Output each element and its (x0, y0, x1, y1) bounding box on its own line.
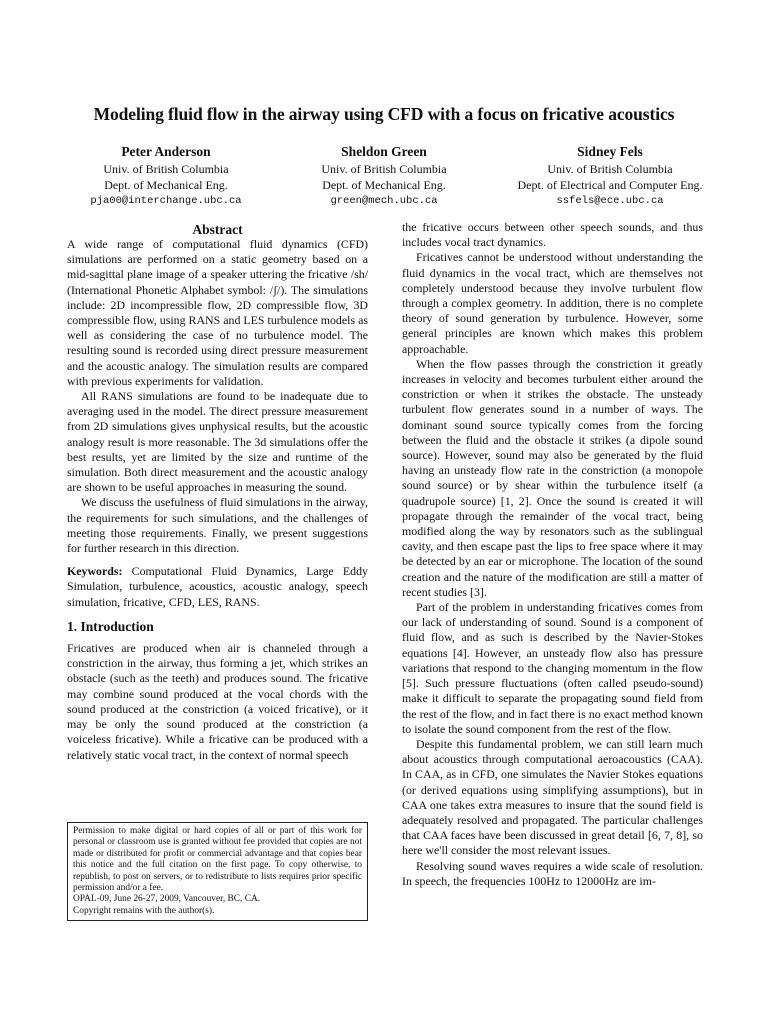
author-department: Dept. of Mechanical Eng. (104, 178, 228, 192)
author-name: Sidney Fels (577, 144, 643, 159)
keywords-label: Keywords: (67, 564, 123, 579)
section-heading-introduction: 1. Introduction (67, 618, 154, 634)
author-affiliation: Univ. of British Columbia (321, 162, 447, 176)
keywords (67, 564, 368, 610)
abstract-paragraph: A wide range of computational fluid dynamics (CFD) simulations are performed on a static geometry based on a mid-sagittal plane image of a speaker uttering the fricative /sh/ (International Phonetic Alphabet symbol: /ʃ/). The simulations include: 2D incompressible flow, 2D compressible flow, 3D compressible flow, using RANS and LES turbulence models as well as considering the case of no turbulence model. The resulting sound is recorded using direct pressure measurement and the acoustic analogy. The simulation results are compared with previous experiments for validation. (67, 237, 368, 388)
abstract-paragraph: All RANS simulations are found to be inadequate due to averaging used in the model. The direct pressure measurement from 2D simulations gives unphysical results, but the acoustic analogy result is more reasonable. The 3d simulations offer the best results, yet are limited by the size and runtime of the simulation. Both direct measurement and the acoustic analogy are shown to be useful approaches in measuring the sound. (67, 389, 368, 495)
author-affiliation: Univ. of British Columbia (103, 162, 229, 176)
right-column (402, 220, 703, 889)
author-name: Sheldon Green (341, 144, 427, 159)
permission-text: Permission to make digital or hard copies of all or part of this work for personal or classroom use is granted without fee provided that copies are not made or distributed for profit or commercial advantage and that copies bear this notice and the full citation on the first page. To copy otherwise, to republish, to post on servers, or to redistribute to lists requires prior specific permission and/or a fee. (73, 826, 362, 894)
copyright-line: Copyright remains with the author(s). (73, 905, 215, 916)
body-paragraph: Resolving sound waves requires a wide scale of resolution. In speech, the frequencies 100Hz to 12000Hz are im- (402, 858, 703, 888)
author-name: Peter Anderson (121, 144, 211, 159)
body-paragraph: When the flow passes through the constriction it greatly increases in velocity and becomes turbulent either around the constriction or when it strikes the obstacle. The unsteady turbulent flow generates sound in a number of ways. The dominant sound source typically comes from the forcing between the fluid and the obstacle it strikes (a dipole sound source). However, sound may also be generated by the fluid having an unsteady flow rate in the constriction (a monopole sound source) or by shear within the turbulence itself (a quadrupole source) [1, 2]. Once the sound is created it will propagate through the remainder of the vocal tract, being modified along the way by resonators such as the sublingual cavity, and then escape past the lips to free space where it may be detected by an ear or microphone. The location of the sound creation and the nature of the modification are still a matter of recent studies [3]. (402, 356, 703, 599)
intro-paragraph: Fricatives are produced when air is channeled through a constriction in the airway, thus forming a jet, which strikes an obstacle (such as the teeth) and produces sound. The fricative may combine sound produced at the vocal chords with the sound produced at the constriction (a voiced fricative), or it may be only the sound produced at the constriction (a voiceless fricative). While a fricative can be produced with a relatively static vocal tract, in the context of normal speech (67, 641, 368, 762)
author-block (490, 144, 730, 209)
permission-notice (67, 822, 368, 921)
body-paragraph: Fricatives cannot be understood without understanding the fluid dynamics in the vocal tract, which are themselves not completely understood because they involve turbulent flow through a complex geometry. In addition, there is no complete theory of sound generation by turbulence. However, some general principles are known which makes this problem approachable. (402, 250, 703, 356)
keywords-text: Computational Fluid Dynamics, Large Eddy Simulation, turbulence, acoustics, acoustic analogy, speech simulation, fricative, CFD, LES, RANS. (67, 564, 368, 609)
paper-title: Modeling fluid flow in the airway using CFD with a focus on fricative acoustics (93, 104, 675, 124)
abstract-heading: Abstract (192, 222, 243, 237)
author-block (264, 144, 504, 209)
author-email: pja00@interchange.ubc.ca (90, 195, 242, 207)
author-email: green@mech.ubc.ca (330, 195, 438, 207)
author-block (46, 144, 286, 209)
author-affiliation: Univ. of British Columbia (547, 162, 673, 176)
body-paragraph: Despite this fundamental problem, we can still learn much about acoustics through computational aeroacoustics (CAA). In CAA, as in CFD, one simulates the Navier Stokes equations (or derived equations using simplifying assumptions), but in CAA one takes extra measures to insure that the sound field is adequately resolved and propagated. The particular challenges that CAA faces have been discussed in great detail [6, 7, 8], so here we'll consider the most relevant issues. (402, 736, 703, 858)
author-email: ssfels@ece.ubc.ca (556, 195, 664, 207)
body-paragraph: Part of the problem in understanding fricatives comes from our lack of understanding of sound. Sound is a component of fluid flow, and as such is described by the Navier-Stokes equations [4]. However, an unsteady flow also has pressure variations that respond to the changing momentum in the flow [5]. Such pressure fluctuations (often called pseudo-sound) make it difficult to separate the propagating sound field from the rest of the flow, and in fact there is no exact method known to isolate the sound component from the rest of the flow. (402, 600, 703, 736)
author-department: Dept. of Mechanical Eng. (322, 178, 446, 192)
venue-line: OPAL-09, June 26-27, 2009, Vancouver, BC, CA. (73, 894, 261, 905)
author-department: Dept. of Electrical and Computer Eng. (517, 178, 703, 192)
abstract-paragraph: We discuss the usefulness of fluid simulations in the airway, the requirements for such simulations, and the challenges of meeting those requirements. Finally, we present suggestions for further research in this direction. (67, 495, 368, 556)
left-column (67, 222, 368, 763)
body-paragraph: the fricative occurs between other speech sounds, and thus includes vocal tract dynamics. (402, 220, 703, 250)
